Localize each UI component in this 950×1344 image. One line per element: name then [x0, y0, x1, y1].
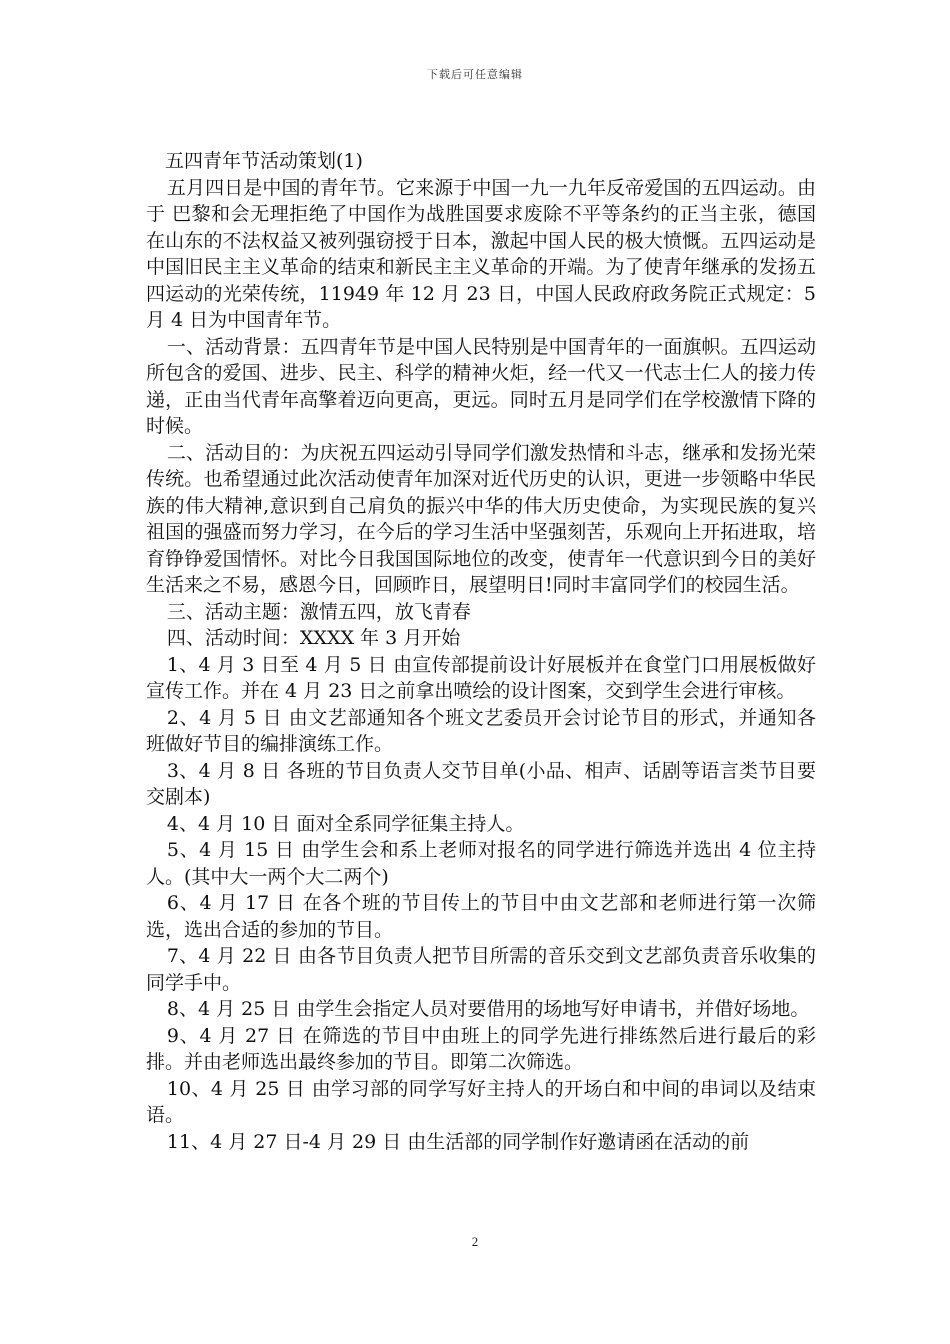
schedule-item-5: 5、4 月 15 日 由学生会和系上老师对报名的同学进行筛选并选出 4 位主持人。(其中大一两个大二两个) [146, 839, 816, 888]
schedule-item-8: 8、4 月 25 日 由学生会指定人员对要借用的场地写好申请书，并借好场地。 [166, 998, 810, 1020]
schedule-item-11: 11、4 月 27 日-4 月 29 日 由生活部的同学制作好邀请函在活动的前 [166, 1130, 750, 1153]
schedule-item-2: 2、4 月 5 日 由文艺部通知各个班文艺委员开会讨论节目的形式，并通知各班做好节目的编排演练工作。 [146, 706, 816, 755]
document-body [146, 148, 816, 1155]
paragraph-theme: 三、活动主题：激情五四，放飞青春 [166, 600, 471, 623]
paragraph-background: 一、活动背景：五四青年节是中国人民特别是中国青年的一面旗帜。五四运动所包含的爱国、进步、民主、科学的精神火炬，经一代又一代志士仁人的接力传递，正由当代青年高擎着迈向更高，更远。同时五月是同学们在学校激情下降的时候。 [146, 335, 816, 437]
paragraph-time: 四、活动时间：XXXX 年 3 月开始 [166, 627, 461, 649]
schedule-item-6: 6、4 月 17 日 在各个班的节目传上的节目中由文艺部和老师进行第一次筛选，选出合适的参加的节目。 [146, 892, 816, 941]
schedule-item-3: 3、4 月 8 日 各班的节目负责人交节目单(小品、相声、话剧等语言类节目要交剧本) [146, 759, 816, 808]
schedule-item-4: 4、4 月 10 日 面对全系同学征集主持人。 [166, 812, 525, 835]
schedule-item-7: 7、4 月 22 日 由各节目负责人把节目所需的音乐交到文艺部负责音乐收集的同学手中。 [146, 945, 816, 994]
schedule-item-1: 1、4 月 3 日至 4 月 5 日 由宣传部提前设计好展板并在食堂门口用展板做好宣传工作。并在 4 月 23 日之前拿出喷绘的设计图案，交到学生会进行审核。 [146, 653, 816, 702]
paragraph-intro: 五月四日是中国的青年节。它来源于中国一九一九年反帝爱国的五四运动。由于 巴黎和会无理拒绝了中国作为战胜国要求废除不平等条约的正当主张，德国在山东的不法权益又被列强窃授于日本，激起中国人民的极大愤慨。五四运动是中国旧民主主义革命的结束和新民主主义革命的开端。为了使青年继承的发扬五四运动的光荣传统，11949 年 12 月 23 日，中国人民政府政务院正式规定：5 月 4 日为中国青年节。 [146, 176, 816, 331]
page-number: 2 [471, 1234, 479, 1249]
page-header-note: 下载后可任意编辑 [427, 68, 523, 81]
schedule-item-9: 9、4 月 27 日 在筛选的节目中由班上的同学先进行排练然后进行最后的彩排。并由老师选出最终参加的节目。即第二次筛选。 [146, 1024, 816, 1073]
schedule-item-10: 10、4 月 25 日 由学习部的同学写好主持人的开场白和中间的串词以及结束语。 [146, 1077, 816, 1126]
document-title: 五四青年节活动策划(1) [165, 150, 363, 172]
paragraph-purpose: 二、活动目的：为庆祝五四运动引导同学们激发热情和斗志，继承和发扬光荣传统。也希望通过此次活动使青年加深对近代历史的认识，更进一步领略中华民族的伟大精神,意识到自己肩负的振兴中华的伟大历史使命，为实现民族的复兴祖国的强盛而努力学习，在今后的学习生活中坚强刻苦，乐观向上开拓进取，培育铮铮爱国情怀。对比今日我国国际地位的改变，使青年一代意识到今日的美好生活来之不易，感恩今日，回顾昨日，展望明日!同时丰富同学们的校园生活。 [146, 441, 816, 596]
